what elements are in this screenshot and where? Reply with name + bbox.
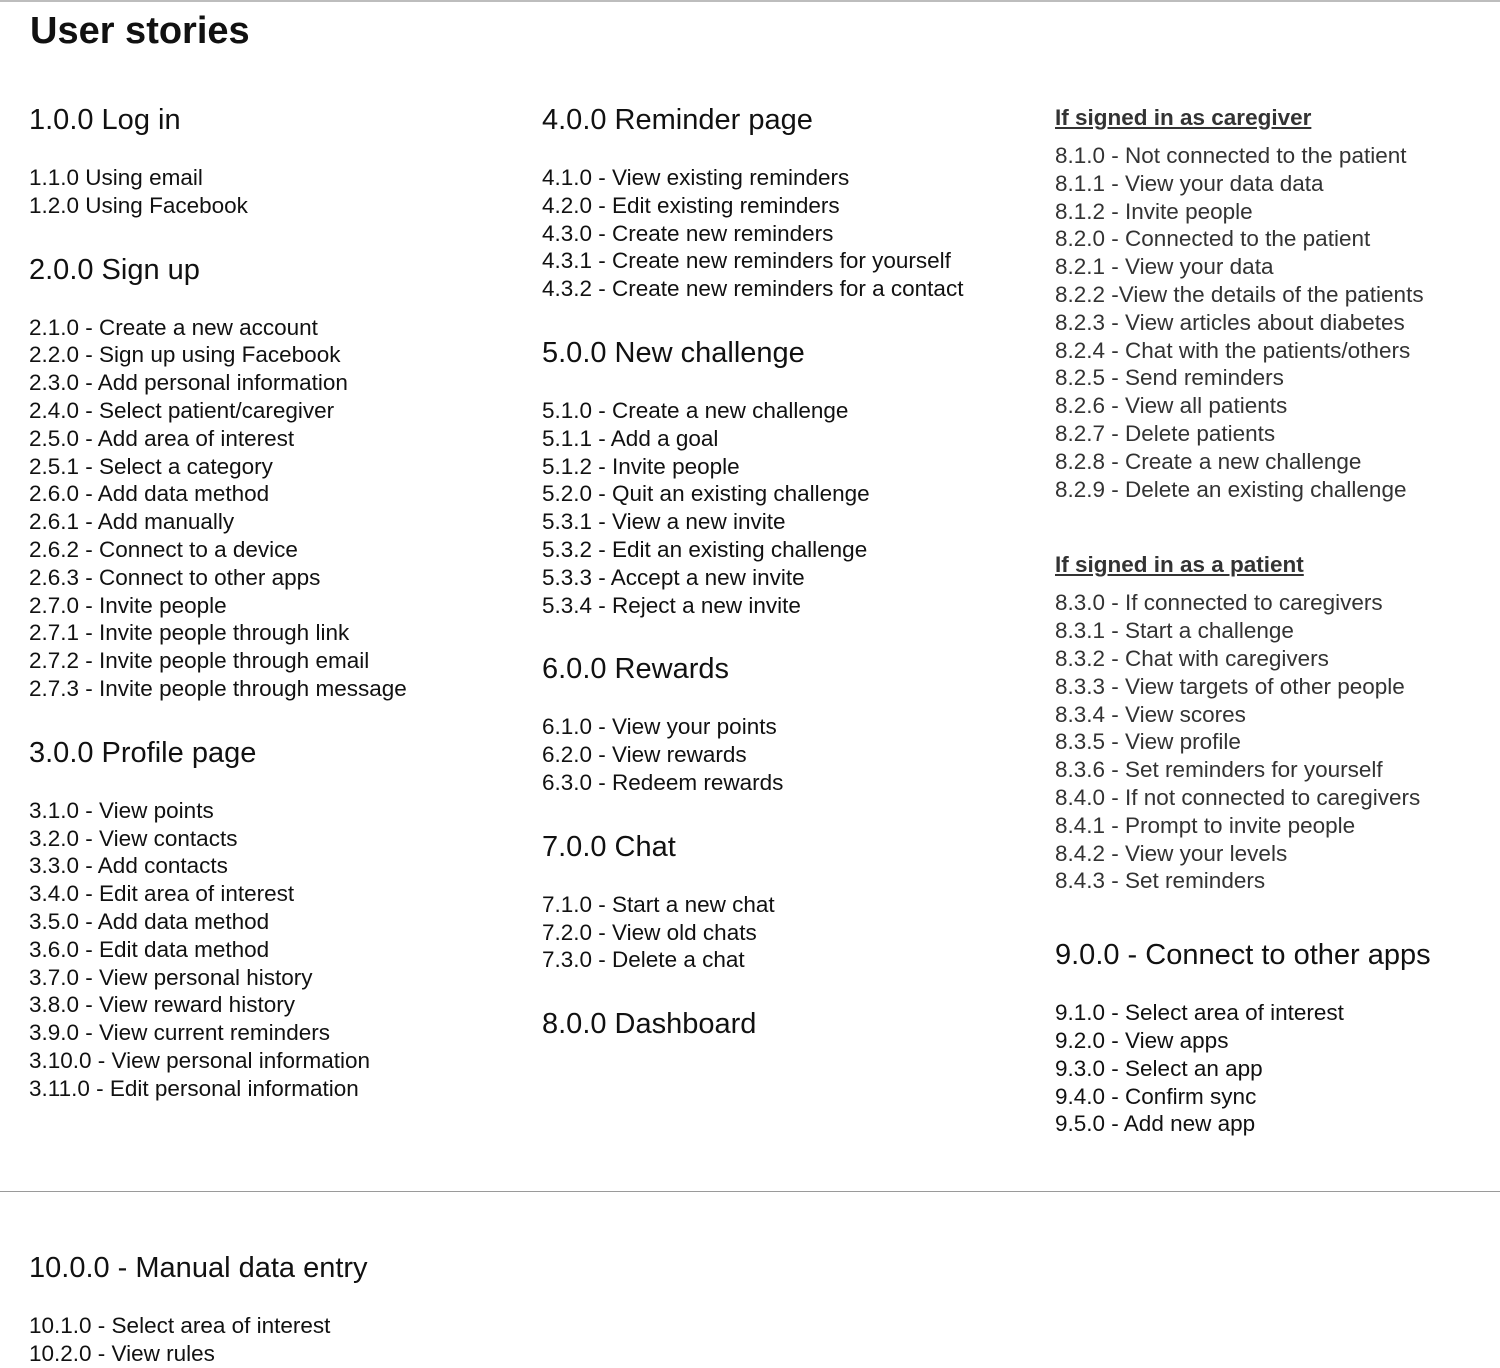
- story-item: 5.3.2 - Edit an existing challenge: [542, 536, 868, 562]
- story-item: 2.6.0 - Add data method: [29, 481, 270, 507]
- story-item: 9.5.0 - Add new app: [1055, 1111, 1256, 1137]
- story-list: [1055, 589, 1495, 895]
- section-heading: 7.0.0 Chat: [542, 830, 676, 863]
- subsection-heading: If signed in as a patient: [1055, 552, 1304, 578]
- story-item: 2.6.3 - Connect to other apps: [29, 564, 321, 590]
- column-3: [1055, 100, 1495, 1138]
- subsection-patient: [1055, 547, 1495, 895]
- story-item: 4.3.2 - Create new reminders for a contact: [542, 276, 964, 302]
- story-item: 3.8.0 - View reward history: [29, 992, 295, 1018]
- story-item: 3.11.0 - Edit personal information: [29, 1075, 359, 1101]
- story-item: 6.3.0 - Redeem rewards: [542, 769, 784, 795]
- story-item: 5.3.1 - View a new invite: [542, 509, 786, 535]
- story-item: 1.2.0 Using Facebook: [29, 192, 248, 218]
- story-item: 8.1.0 - Not connected to the patient: [1055, 143, 1407, 168]
- section-heading: 4.0.0 Reminder page: [542, 104, 813, 136]
- story-list: [29, 1312, 629, 1368]
- section-heading: 5.0.0 New challenge: [542, 336, 805, 369]
- story-list: [29, 164, 509, 220]
- story-item: 8.1.2 - Invite people: [1055, 198, 1253, 224]
- story-item: 8.4.1 - Prompt to invite people: [1055, 812, 1356, 838]
- section-sign-up: [29, 250, 509, 703]
- section-divider: [0, 1191, 1500, 1192]
- top-divider: [0, 0, 1500, 2]
- story-item: 8.2.8 - Create a new challenge: [1055, 448, 1362, 474]
- story-item: 1.1.0 Using email: [29, 165, 203, 190]
- story-item: 8.2.9 - Delete an existing challenge: [1055, 476, 1407, 502]
- story-item: 5.1.0 - Create a new challenge: [542, 397, 849, 423]
- story-item: 9.4.0 - Confirm sync: [1055, 1083, 1257, 1109]
- story-item: 4.3.1 - Create new reminders for yourself: [542, 248, 951, 274]
- story-item: 2.7.3 - Invite people through message: [29, 675, 407, 701]
- story-item: 8.2.4 - Chat with the patients/others: [1055, 337, 1411, 363]
- story-list: [1055, 999, 1495, 1138]
- section-heading: 1.0.0 Log in: [29, 104, 181, 136]
- story-item: 3.7.0 - View personal history: [29, 964, 313, 990]
- story-item: 3.5.0 - Add data method: [29, 908, 270, 934]
- section-dashboard: [542, 1004, 1012, 1044]
- section-new-challenge: [542, 333, 1012, 619]
- story-item: 4.1.0 - View existing reminders: [542, 165, 850, 190]
- section-log-in: [29, 100, 509, 220]
- story-list: [542, 164, 982, 303]
- story-list: [542, 891, 1012, 974]
- section-heading: 8.0.0 Dashboard: [542, 1008, 757, 1041]
- section-connect-apps: [1055, 935, 1495, 1138]
- section-rewards: [542, 649, 1012, 796]
- story-item: 4.2.0 - Edit existing reminders: [542, 192, 840, 218]
- story-item: 3.1.0 - View points: [29, 797, 214, 823]
- subsection-caregiver: [1055, 100, 1495, 503]
- story-item: 2.2.0 - Sign up using Facebook: [29, 342, 341, 368]
- story-item: 8.4.2 - View your levels: [1055, 840, 1288, 866]
- story-item: 5.1.1 - Add a goal: [542, 425, 719, 451]
- story-item: 2.4.0 - Select patient/caregiver: [29, 397, 335, 423]
- story-list: [29, 314, 509, 703]
- section-heading: 6.0.0 Rewards: [542, 653, 729, 686]
- story-item: 8.1.1 - View your data data: [1055, 170, 1324, 196]
- story-item: 8.4.0 - If not connected to caregivers: [1055, 784, 1421, 810]
- story-item: 2.6.2 - Connect to a device: [29, 536, 298, 562]
- section-heading: 2.0.0 Sign up: [29, 253, 200, 286]
- story-item: 10.2.0 - View rules: [29, 1340, 215, 1366]
- story-item: 8.4.3 - Set reminders: [1055, 868, 1266, 894]
- story-item: 8.3.6 - Set reminders for yourself: [1055, 757, 1383, 783]
- section-reminder-page: [542, 100, 1012, 303]
- subsection-heading: If signed in as caregiver: [1055, 105, 1312, 130]
- story-item: 10.1.0 - Select area of interest: [29, 1313, 331, 1338]
- story-item: 8.2.0 - Connected to the patient: [1055, 226, 1371, 252]
- story-item: 4.3.0 - Create new reminders: [542, 220, 834, 246]
- story-item: 9.3.0 - Select an app: [1055, 1055, 1263, 1081]
- story-item: 3.3.0 - Add contacts: [29, 853, 228, 879]
- story-item: 6.2.0 - View rewards: [542, 742, 747, 768]
- section-manual-data-entry: [29, 1248, 629, 1368]
- page-title: User stories: [30, 10, 250, 52]
- story-item: 8.2.7 - Delete patients: [1055, 420, 1276, 446]
- story-item: 6.1.0 - View your points: [542, 714, 777, 740]
- story-list: [542, 397, 1012, 619]
- story-list: [542, 713, 1012, 796]
- story-item: 5.1.2 - Invite people: [542, 453, 740, 479]
- story-item: 7.1.0 - Start a new chat: [542, 891, 775, 917]
- story-item: 8.3.4 - View scores: [1055, 701, 1246, 727]
- column-1: [29, 100, 509, 1103]
- story-item: 5.3.3 - Accept a new invite: [542, 564, 805, 590]
- section-heading: 10.0.0 - Manual data entry: [29, 1252, 368, 1284]
- story-item: 8.2.3 - View articles about diabetes: [1055, 309, 1405, 335]
- story-item: 8.2.6 - View all patients: [1055, 393, 1288, 419]
- story-item: 8.3.5 - View profile: [1055, 729, 1241, 755]
- story-item: 2.6.1 - Add manually: [29, 509, 235, 535]
- story-item: 8.2.2 -View the details of the patients: [1055, 281, 1424, 307]
- story-item: 8.2.1 - View your data: [1055, 254, 1274, 280]
- story-item: 5.2.0 - Quit an existing challenge: [542, 481, 870, 507]
- story-item: 3.10.0 - View personal information: [29, 1047, 371, 1073]
- section-heading: 3.0.0 Profile page: [29, 736, 257, 769]
- story-item: 3.4.0 - Edit area of interest: [29, 881, 295, 907]
- story-item: 8.3.1 - Start a challenge: [1055, 618, 1294, 644]
- story-item: 7.2.0 - View old chats: [542, 919, 757, 945]
- story-item: 3.9.0 - View current reminders: [29, 1020, 330, 1046]
- story-item: 8.2.5 - Send reminders: [1055, 365, 1284, 391]
- story-list: [1055, 142, 1495, 503]
- story-item: 2.5.1 - Select a category: [29, 453, 273, 479]
- story-item: 2.7.2 - Invite people through email: [29, 648, 370, 674]
- story-item: 9.2.0 - View apps: [1055, 1027, 1229, 1053]
- story-item: 3.6.0 - Edit data method: [29, 936, 270, 962]
- story-list: [29, 797, 509, 1103]
- story-item: 8.3.3 - View targets of other people: [1055, 673, 1405, 699]
- story-item: 2.7.1 - Invite people through link: [29, 620, 350, 646]
- story-item: 5.3.4 - Reject a new invite: [542, 592, 801, 618]
- column-2: [542, 100, 1012, 1044]
- story-item: 2.1.0 - Create a new account: [29, 314, 318, 340]
- story-item: 7.3.0 - Delete a chat: [542, 947, 745, 973]
- section-heading: 9.0.0 - Connect to other apps: [1055, 939, 1431, 972]
- story-item: 8.3.0 - If connected to caregivers: [1055, 590, 1383, 616]
- story-item: 8.3.2 - Chat with caregivers: [1055, 645, 1329, 671]
- story-item: 2.3.0 - Add personal information: [29, 370, 348, 396]
- story-item: 3.2.0 - View contacts: [29, 825, 238, 851]
- story-item: 2.7.0 - Invite people: [29, 592, 227, 618]
- story-item: 2.5.0 - Add area of interest: [29, 425, 295, 451]
- section-profile-page: [29, 733, 509, 1103]
- story-item: 9.1.0 - Select area of interest: [1055, 1000, 1344, 1026]
- section-chat: [542, 827, 1012, 974]
